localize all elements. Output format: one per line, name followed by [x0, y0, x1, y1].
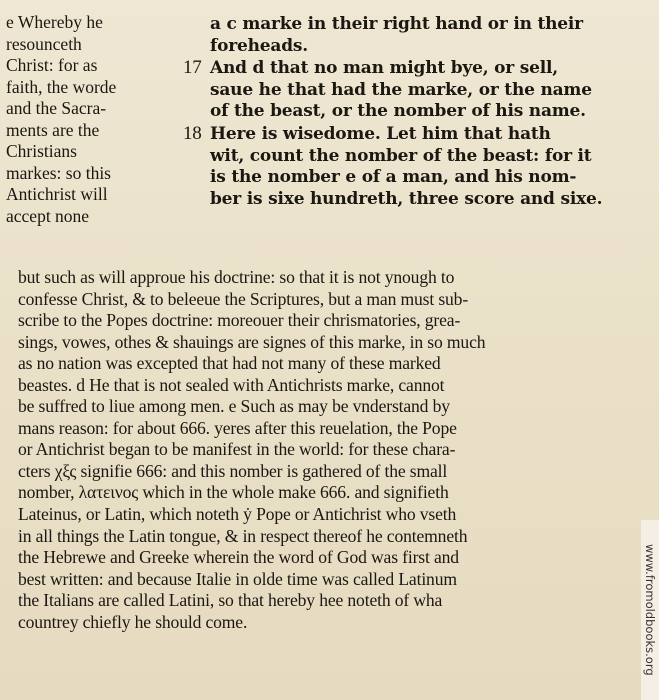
- margin-note-line: ments are the: [6, 119, 100, 140]
- verse-text: of the beast, or the nomber of his name.: [210, 101, 586, 122]
- margin-note-line: Christians: [6, 141, 77, 161]
- margin-note-line: and the Sacra-: [6, 98, 107, 118]
- verse-line: [183, 80, 653, 102]
- margin-note: [6, 12, 186, 227]
- verse-text: saue he that had the marke, or the name: [210, 79, 592, 100]
- verse-line: [183, 123, 653, 146]
- commentary-line: the Hebrewe and Greeke wherein the word of God was first and: [18, 547, 459, 568]
- watermark: www.fromoldbooks.org: [641, 520, 659, 700]
- commentary-line: confesse Christ, & to beleeue the Scriptures, but a man must sub-: [18, 288, 469, 309]
- verse-number: 18: [183, 122, 202, 144]
- margin-note-line: faith, the worde: [6, 76, 117, 97]
- commentary-line: as no nation was excepted that had not many of these marked: [18, 353, 441, 374]
- commentary-line: cters χξς signifie 666: and this nomber is gathered of the small: [18, 460, 448, 481]
- commentary-line: nomber, λατεινος which in the whole make 666. and signifieth: [18, 482, 449, 503]
- verse-line: [183, 36, 653, 58]
- verse-line: [183, 101, 653, 123]
- commentary-line: or Antichrist began to be manifest in the world: for these chara-: [18, 439, 456, 460]
- margin-note-line: markes: so this: [6, 162, 111, 183]
- commentary-line: the Italians are called Latini, so that hereby hee noteth of wha: [18, 590, 443, 611]
- verse-line: [183, 167, 653, 189]
- commentary-line: beastes. d He that is not sealed with Antichrists marke, cannot: [18, 374, 445, 395]
- verse-line: [183, 14, 653, 36]
- verse-text: is the nomber e of a man, and his nom-: [210, 167, 577, 188]
- verse-text: And d that no man might bye, or sell,: [210, 58, 558, 79]
- margin-note-line: accept none: [6, 205, 90, 226]
- verse-number: 17: [183, 57, 202, 79]
- commentary-line: but such as will approue his doctrine: so that it is not ynough to: [18, 267, 455, 287]
- verse-line: [183, 146, 653, 168]
- margin-note-line: resounceth: [6, 33, 82, 54]
- commentary-line: Lateinus, or Latin, which noteth ẏ Pope or Antichrist who vseth: [18, 504, 457, 525]
- commentary-line: sings, vowes, othes & shauings are signes of this marke, in so much: [18, 331, 486, 352]
- commentary-line: countrey chiefly he should come.: [18, 611, 248, 632]
- verse-text: ber is sixe hundreth, three score and sixe.: [210, 188, 603, 209]
- margin-note-line: e Whereby he: [6, 12, 103, 32]
- verse-line: [183, 57, 653, 80]
- verse-text: wit, count the nomber of the beast: for it: [210, 145, 592, 166]
- verse-text: foreheads.: [210, 35, 308, 56]
- verse-text: a c marke in their right hand or in their: [210, 14, 583, 34]
- margin-note-line: Christ: for as: [6, 55, 98, 75]
- commentary-line: scribe to the Popes doctrine: moreouer their chrismatories, grea-: [18, 310, 461, 331]
- commentary-text: [18, 267, 654, 633]
- margin-note-line: Antichrist will: [6, 184, 108, 204]
- commentary-line: best written: and because Italie in olde time was called Latinum: [18, 568, 457, 589]
- verse-line: [183, 189, 653, 211]
- commentary-line: mans reason: for about 666. yeres after this reuelation, the Pope: [18, 417, 457, 438]
- commentary-line: be suffred to liue among men. e Such as may be vnderstand by: [18, 396, 450, 417]
- verse-block: [183, 14, 653, 210]
- verse-text: Here is wisedome. Let him that hath: [210, 123, 551, 144]
- commentary-line: in all things the Latin tongue, & in respect thereof he contemneth: [18, 525, 468, 546]
